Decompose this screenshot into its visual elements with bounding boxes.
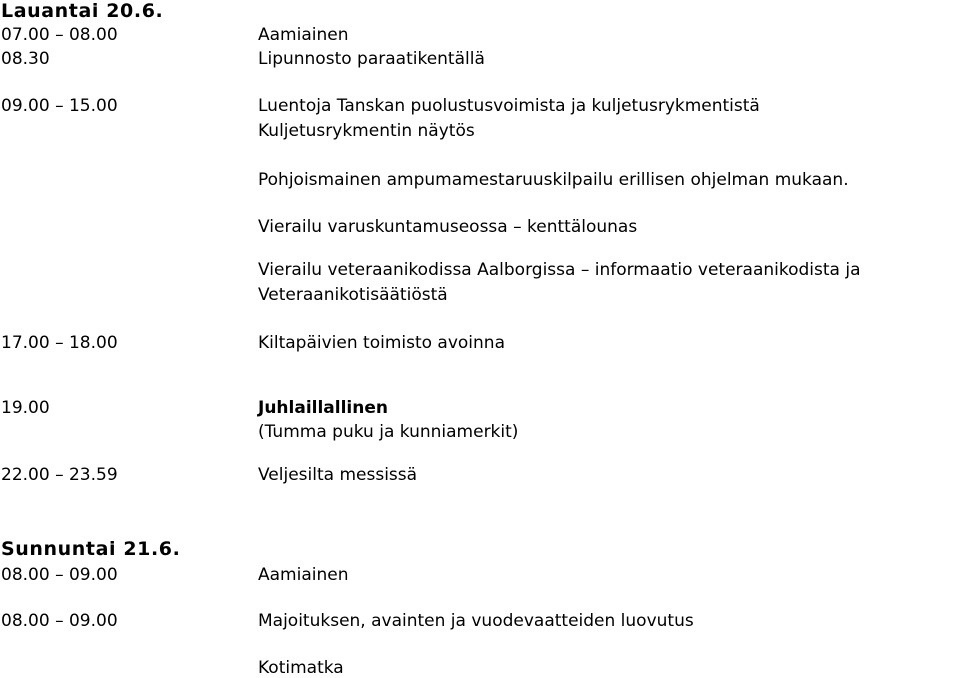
schedule-time: 08.30	[1, 49, 50, 69]
schedule-time: 08.00 – 09.00	[1, 565, 118, 585]
schedule-item: Aamiainen	[258, 565, 349, 585]
schedule-time: 07.00 – 08.00	[1, 25, 118, 45]
saturday-heading: Lauantai 20.6.	[1, 0, 164, 22]
schedule-item: Kotimatka	[258, 658, 344, 678]
schedule-item: Kuljetusrykmentin näytös	[258, 121, 475, 141]
schedule-time: 09.00 – 15.00	[1, 96, 118, 116]
schedule-item-highlight: Juhlaillallinen	[258, 398, 388, 418]
schedule-item: Vierailu varuskuntamuseossa – kenttälounas	[258, 217, 638, 237]
schedule-time: 19.00	[1, 398, 50, 418]
sunday-heading: Sunnuntai 21.6.	[1, 538, 181, 560]
schedule-time: 08.00 – 09.00	[1, 611, 118, 631]
schedule-item: Kiltapäivien toimisto avoinna	[258, 333, 505, 353]
schedule-item: Pohjoismainen ampumamestaruuskilpailu erillisen ohjelman mukaan.	[258, 170, 849, 190]
schedule-item: Veljesilta messissä	[258, 465, 418, 485]
schedule-time: 22.00 – 23.59	[1, 465, 118, 485]
schedule-item: Aamiainen	[258, 25, 349, 45]
schedule-item: Veteraanikotisäätiöstä	[258, 285, 448, 305]
schedule-item: Vierailu veteraanikodissa Aalborgissa – informaatio veteraanikodista ja	[258, 260, 861, 280]
schedule-time: 17.00 – 18.00	[1, 333, 118, 353]
schedule-item: Lipunnosto paraatikentällä	[258, 49, 485, 69]
schedule-item: Luentoja Tanskan puolustusvoimista ja kuljetusrykmentistä	[258, 96, 760, 116]
schedule-item: Majoituksen, avainten ja vuodevaatteiden luovutus	[258, 611, 694, 631]
schedule-item: (Tumma puku ja kunniamerkit)	[258, 422, 519, 442]
